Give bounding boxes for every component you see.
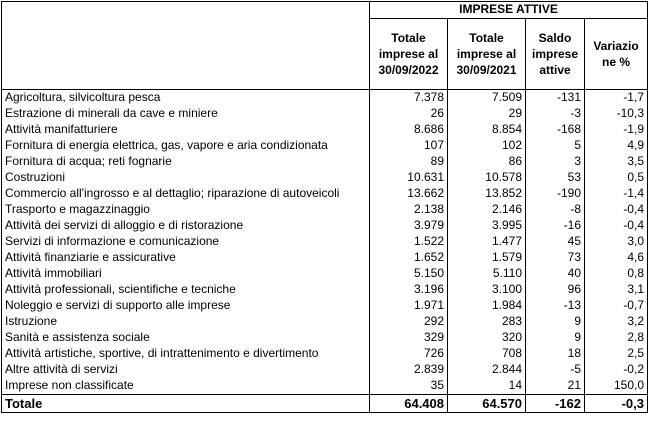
value-saldo: 9 <box>526 330 585 346</box>
row-label: Attività immobiliari <box>2 266 370 282</box>
table-row <box>2 298 648 314</box>
value-2022: 35 <box>370 378 448 395</box>
value-2022: 107 <box>370 138 448 154</box>
value-2021: 2.844 <box>448 362 526 378</box>
value-saldo: 40 <box>526 266 585 282</box>
value-2022: 2.138 <box>370 202 448 218</box>
col-header-2021: Totale imprese al 30/09/2021 <box>448 18 526 89</box>
table-row <box>2 106 648 122</box>
value-2022: 89 <box>370 154 448 170</box>
value-variazione: 4,6 <box>585 250 648 266</box>
column-header-row <box>2 18 648 89</box>
table-row <box>2 362 648 378</box>
row-label: Attività manifatturiere <box>2 122 370 138</box>
row-label: Estrazione di minerali da cave e miniere <box>2 106 370 122</box>
table-row <box>2 154 648 170</box>
value-variazione: 3,2 <box>585 314 648 330</box>
value-2022: 8.686 <box>370 122 448 138</box>
row-label: Trasporto e magazzinaggio <box>2 202 370 218</box>
value-2021: 708 <box>448 346 526 362</box>
row-label: Attività artistiche, sportive, di intrattenimento e divertimento <box>2 346 370 362</box>
value-saldo: -3 <box>526 106 585 122</box>
value-variazione: 2,5 <box>585 346 648 362</box>
group-title: IMPRESE ATTIVE <box>370 2 648 19</box>
value-variazione: 3,5 <box>585 154 648 170</box>
value-2022: 1.522 <box>370 234 448 250</box>
value-2021: 283 <box>448 314 526 330</box>
col-header-2022: Totale imprese al 30/09/2022 <box>370 18 448 89</box>
value-2022: 5.150 <box>370 266 448 282</box>
table-row <box>2 314 648 330</box>
value-2021: 1.579 <box>448 250 526 266</box>
table-row <box>2 346 648 362</box>
total-saldo: -162 <box>526 394 585 412</box>
value-variazione: -1,4 <box>585 186 648 202</box>
table-row <box>2 122 648 138</box>
row-label: Attività finanziarie e assicurative <box>2 250 370 266</box>
value-variazione: -0,2 <box>585 362 648 378</box>
row-label: Fornitura di energia elettrica, gas, vapore e aria condizionata <box>2 138 370 154</box>
value-2021: 1.984 <box>448 298 526 314</box>
value-variazione: -0,4 <box>585 218 648 234</box>
row-label: Altre attività di servizi <box>2 362 370 378</box>
value-2021: 7.509 <box>448 89 526 106</box>
total-row <box>2 394 648 412</box>
table-row <box>2 378 648 395</box>
row-label: Costruzioni <box>2 170 370 186</box>
value-2021: 1.477 <box>448 234 526 250</box>
value-variazione: 4,9 <box>585 138 648 154</box>
value-2022: 3.196 <box>370 282 448 298</box>
value-saldo: 3 <box>526 154 585 170</box>
row-label: Attività dei servizi di alloggio e di ristorazione <box>2 218 370 234</box>
row-label: Servizi di informazione e comunicazione <box>2 234 370 250</box>
value-variazione: -1,7 <box>585 89 648 106</box>
row-label: Attività professionali, scientifiche e tecniche <box>2 282 370 298</box>
value-saldo: 5 <box>526 138 585 154</box>
value-2021: 13.852 <box>448 186 526 202</box>
value-2021: 2.146 <box>448 202 526 218</box>
col-header-variazione: Variazio ne % <box>585 18 648 89</box>
row-label: Noleggio e servizi di supporto alle imprese <box>2 298 370 314</box>
value-saldo: 45 <box>526 234 585 250</box>
imprese-attive-table <box>1 1 648 413</box>
value-2022: 13.662 <box>370 186 448 202</box>
value-variazione: -0,7 <box>585 298 648 314</box>
value-2021: 5.110 <box>448 266 526 282</box>
value-saldo: -190 <box>526 186 585 202</box>
value-2021: 10.578 <box>448 170 526 186</box>
value-2022: 1.652 <box>370 250 448 266</box>
value-saldo: 21 <box>526 378 585 395</box>
value-2022: 329 <box>370 330 448 346</box>
value-2022: 1.971 <box>370 298 448 314</box>
value-variazione: 0,8 <box>585 266 648 282</box>
value-2021: 3.995 <box>448 218 526 234</box>
row-label: Imprese non classificate <box>2 378 370 395</box>
row-label: Sanità e assistenza sociale <box>2 330 370 346</box>
value-2021: 29 <box>448 106 526 122</box>
value-saldo: -131 <box>526 89 585 106</box>
value-saldo: -8 <box>526 202 585 218</box>
value-variazione: 3,0 <box>585 234 648 250</box>
row-label: Fornitura di acqua; reti fognarie <box>2 154 370 170</box>
row-label: Istruzione <box>2 314 370 330</box>
value-saldo: 73 <box>526 250 585 266</box>
value-2021: 3.100 <box>448 282 526 298</box>
total-2022: 64.408 <box>370 394 448 412</box>
label-header-cell <box>2 18 370 89</box>
group-header-row <box>2 2 648 19</box>
value-saldo: 18 <box>526 346 585 362</box>
value-2021: 102 <box>448 138 526 154</box>
table-row <box>2 89 648 106</box>
value-saldo: 96 <box>526 282 585 298</box>
value-saldo: -16 <box>526 218 585 234</box>
table-row <box>2 170 648 186</box>
table-body <box>2 89 648 394</box>
total-label: Totale <box>2 394 370 412</box>
table-row <box>2 138 648 154</box>
value-2022: 7.378 <box>370 89 448 106</box>
total-2021: 64.570 <box>448 394 526 412</box>
table-row <box>2 282 648 298</box>
value-saldo: -168 <box>526 122 585 138</box>
row-label: Commercio all'ingrosso e al dettaglio; riparazione di autoveicoli <box>2 186 370 202</box>
value-2021: 320 <box>448 330 526 346</box>
value-variazione: -1,9 <box>585 122 648 138</box>
value-2022: 10.631 <box>370 170 448 186</box>
value-variazione: 3,1 <box>585 282 648 298</box>
value-saldo: 53 <box>526 170 585 186</box>
value-2022: 2.839 <box>370 362 448 378</box>
value-variazione: -10,3 <box>585 106 648 122</box>
value-saldo: -5 <box>526 362 585 378</box>
value-2022: 292 <box>370 314 448 330</box>
table-row <box>2 330 648 346</box>
value-2022: 26 <box>370 106 448 122</box>
table-row <box>2 266 648 282</box>
row-label: Agricoltura, silvicoltura pesca <box>2 89 370 106</box>
table-row <box>2 250 648 266</box>
table-row <box>2 234 648 250</box>
value-variazione: 2,8 <box>585 330 648 346</box>
table-row <box>2 186 648 202</box>
value-variazione: 150,0 <box>585 378 648 395</box>
value-variazione: -0,4 <box>585 202 648 218</box>
value-2022: 726 <box>370 346 448 362</box>
value-2022: 3.979 <box>370 218 448 234</box>
value-2021: 8.854 <box>448 122 526 138</box>
value-2021: 86 <box>448 154 526 170</box>
value-saldo: -13 <box>526 298 585 314</box>
table-row <box>2 218 648 234</box>
col-header-saldo: Saldo imprese attive <box>526 18 585 89</box>
value-saldo: 9 <box>526 314 585 330</box>
value-variazione: 0,5 <box>585 170 648 186</box>
corner-cell <box>2 2 370 19</box>
table-row <box>2 202 648 218</box>
value-2021: 14 <box>448 378 526 395</box>
total-variazione: -0,3 <box>585 394 648 412</box>
